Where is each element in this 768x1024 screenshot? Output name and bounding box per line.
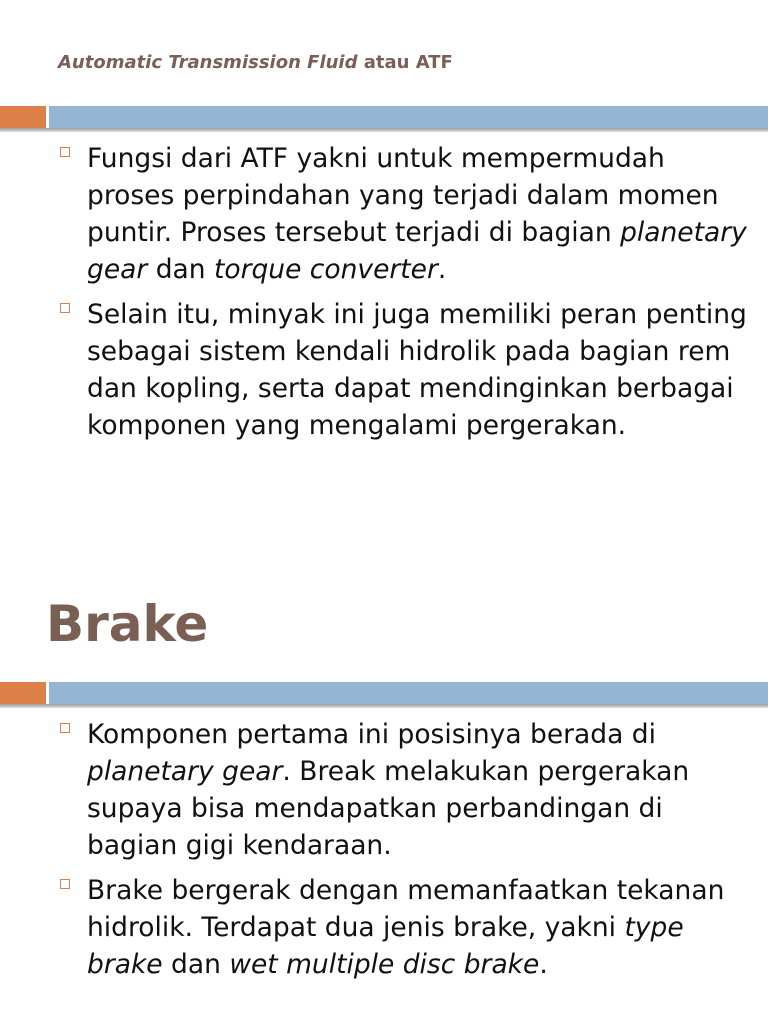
bullet-list bbox=[60, 716, 748, 991]
bullet-text bbox=[87, 143, 747, 285]
square-bullet-icon bbox=[60, 147, 70, 157]
title-divider-bar bbox=[0, 682, 768, 708]
bullet-text bbox=[87, 875, 724, 980]
bullet-item bbox=[60, 716, 748, 864]
divider-shadow bbox=[0, 128, 768, 132]
text-segment: dan bbox=[147, 254, 214, 285]
text-segment: . Break melakukan pergerakan supaya bisa mendapatkan perbandingan di bagian gigi kendaraan. bbox=[87, 756, 690, 861]
slide-title bbox=[58, 52, 453, 73]
divider-blue-band bbox=[49, 106, 768, 128]
bullet-text bbox=[87, 719, 689, 861]
title-divider-bar bbox=[0, 106, 768, 132]
slide-title: Brake bbox=[46, 595, 209, 653]
text-segment-italic: type brake bbox=[87, 912, 684, 980]
text-segment: Fungsi dari ATF yakni untuk mempermudah proses perpindahan yang terjadi dalam momen puntir. Proses tersebut terjadi di bagian bbox=[87, 143, 719, 248]
text-segment-italic: planetary gear bbox=[87, 217, 747, 285]
slide-brake bbox=[0, 576, 768, 1024]
slide-title-plain-part: atau ATF bbox=[357, 52, 453, 73]
text-segment-italic: torque converter bbox=[213, 254, 438, 285]
square-bullet-icon bbox=[60, 879, 70, 889]
divider-orange-block bbox=[0, 682, 46, 704]
text-segment: Komponen pertama ini posisinya berada di bbox=[87, 719, 656, 750]
square-bullet-icon bbox=[60, 723, 70, 733]
bullet-item bbox=[60, 140, 748, 288]
text-segment: Brake bergerak dengan memanfaatkan tekanan hidrolik. Terdapat dua jenis brake, yakni bbox=[87, 875, 725, 943]
text-segment: Selain itu, minyak ini juga memiliki peran penting sebagai sistem kendali hidrolik pada bagian rem dan kopling, serta dapat mendinginkan berbagai komponen yang mengalami pergerakan. bbox=[87, 299, 747, 441]
divider-orange-block bbox=[0, 106, 46, 128]
text-segment-italic: planetary gear bbox=[87, 756, 283, 787]
text-segment: . bbox=[437, 254, 447, 285]
text-segment-italic: wet multiple disc brake bbox=[229, 949, 540, 980]
text-segment: . bbox=[539, 949, 548, 980]
text-segment: dan bbox=[162, 949, 230, 980]
divider-blue-band bbox=[49, 682, 768, 704]
bullet-item bbox=[60, 872, 748, 983]
bullet-item bbox=[60, 296, 748, 444]
divider-shadow bbox=[0, 704, 768, 708]
bullet-text bbox=[87, 299, 747, 441]
slide-title-italic-part: Automatic Transmission Fluid bbox=[58, 52, 358, 73]
square-bullet-icon bbox=[60, 303, 70, 313]
bullet-list bbox=[60, 140, 748, 452]
